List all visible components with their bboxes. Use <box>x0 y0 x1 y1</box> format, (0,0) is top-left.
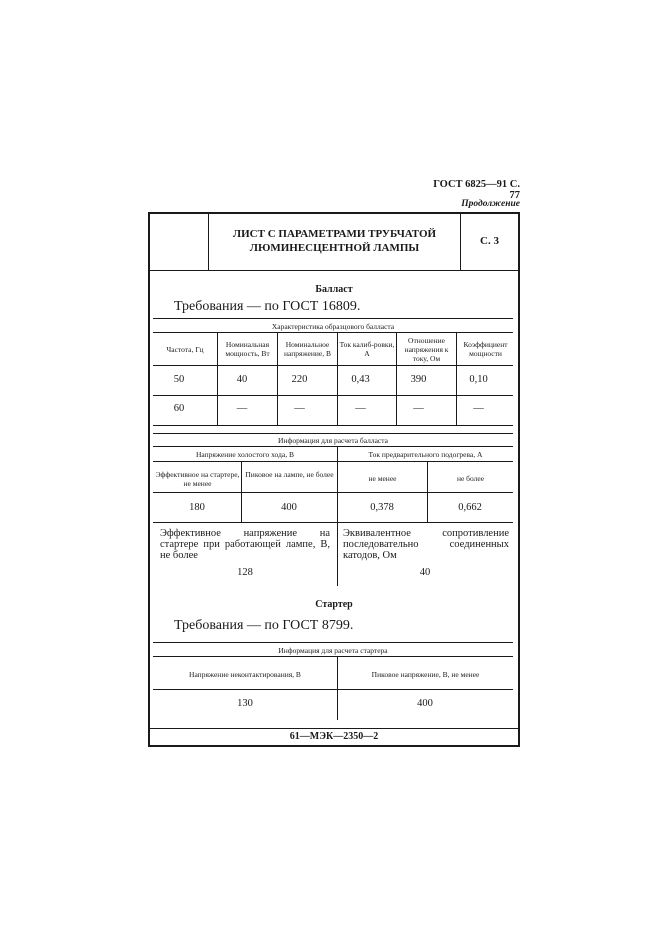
col-voltage-current-ratio: Отношение напряжения к току, Ом <box>404 336 449 363</box>
table-cell: 40 <box>236 374 248 385</box>
equivalent-resistance-label: Эквивалентное сопротивление последовательно соединенных катодов, Ом <box>343 528 509 561</box>
value-peak-lamp: 400 <box>281 502 297 513</box>
table-cell: — <box>294 403 305 414</box>
table-cell: 220 <box>291 374 308 385</box>
open-circuit-voltage-header: Напряжение холостого хода, В <box>196 450 294 459</box>
sub-not-less: не менее <box>368 474 397 483</box>
frame-right-line <box>518 212 520 747</box>
table-cell: 0,43 <box>351 374 370 385</box>
sheet-number: С. 3 <box>480 235 499 247</box>
effective-voltage-label: Эффективное напряжение на стартере при работающей лампе, В, не более <box>160 528 330 561</box>
starter-heading: Стартер <box>315 599 353 610</box>
ballast-heading: Балласт <box>315 284 353 295</box>
title-line-1: ЛИСТ С ПАРАМЕТРАМИ ТРУБЧАТОЙ <box>232 228 437 240</box>
table-cell: 60 <box>173 403 185 414</box>
effective-voltage-value: 128 <box>237 567 253 578</box>
sub-effective-starter: Эффективное на стартере, не менее <box>155 470 240 488</box>
ballast-table-title: Характеристика образцового балласта <box>271 322 395 331</box>
document-reference: ГОСТ 6825—91 С. 77 <box>433 179 520 201</box>
col-calibration-current: Ток калиб-ровки, А <box>339 340 395 358</box>
value-preheat-max: 0,662 <box>458 502 482 513</box>
col-frequency: Частота, Гц <box>166 345 204 354</box>
continued-label: Продолжение <box>461 199 520 209</box>
preheat-current-header: Ток предварительного подогрева, А <box>368 450 483 459</box>
starter-table-title: Информация для расчета стартера <box>278 646 388 655</box>
peak-voltage-header: Пиковое напряжение, В, не менее <box>371 670 480 679</box>
frame-bottom-line <box>148 745 520 747</box>
col-nominal-power: Номинальная мощность, Вт <box>225 340 270 358</box>
ballast-requirements: Требования — по ГОСТ 16809. <box>174 299 361 314</box>
value-preheat-min: 0,378 <box>370 502 394 513</box>
table-cell: — <box>355 403 366 414</box>
footer-code: 61—МЭК—2350—2 <box>289 731 379 742</box>
non-contact-voltage-header: Напряжение неконтактирования, В <box>189 670 301 679</box>
starter-requirements: Требования — по ГОСТ 8799. <box>174 618 354 633</box>
col-power-factor: Коэффициент мощности <box>463 340 508 358</box>
value-effective-starter: 180 <box>189 502 205 513</box>
col-nominal-voltage: Номинальное напряжение, В <box>284 340 331 358</box>
frame-top-line <box>148 212 520 214</box>
table-cell: — <box>473 403 484 414</box>
table-cell: 50 <box>173 374 185 385</box>
equivalent-resistance-value: 40 <box>419 567 431 578</box>
sub-peak-lamp: Пиковое на лампе, не более <box>245 470 334 479</box>
table-cell: 390 <box>410 374 427 385</box>
ballast-calc-title: Информация для расчета балласта <box>278 436 388 445</box>
peak-voltage-value: 400 <box>417 698 433 709</box>
non-contact-voltage-value: 130 <box>237 698 253 709</box>
table-cell: 0,10 <box>469 374 488 385</box>
table-cell: — <box>236 403 248 414</box>
sub-not-more: не более <box>456 474 485 483</box>
table-cell: — <box>413 403 424 414</box>
title-line-2: ЛЮМИНЕСЦЕНТНОЙ ЛАМПЫ <box>249 242 420 254</box>
